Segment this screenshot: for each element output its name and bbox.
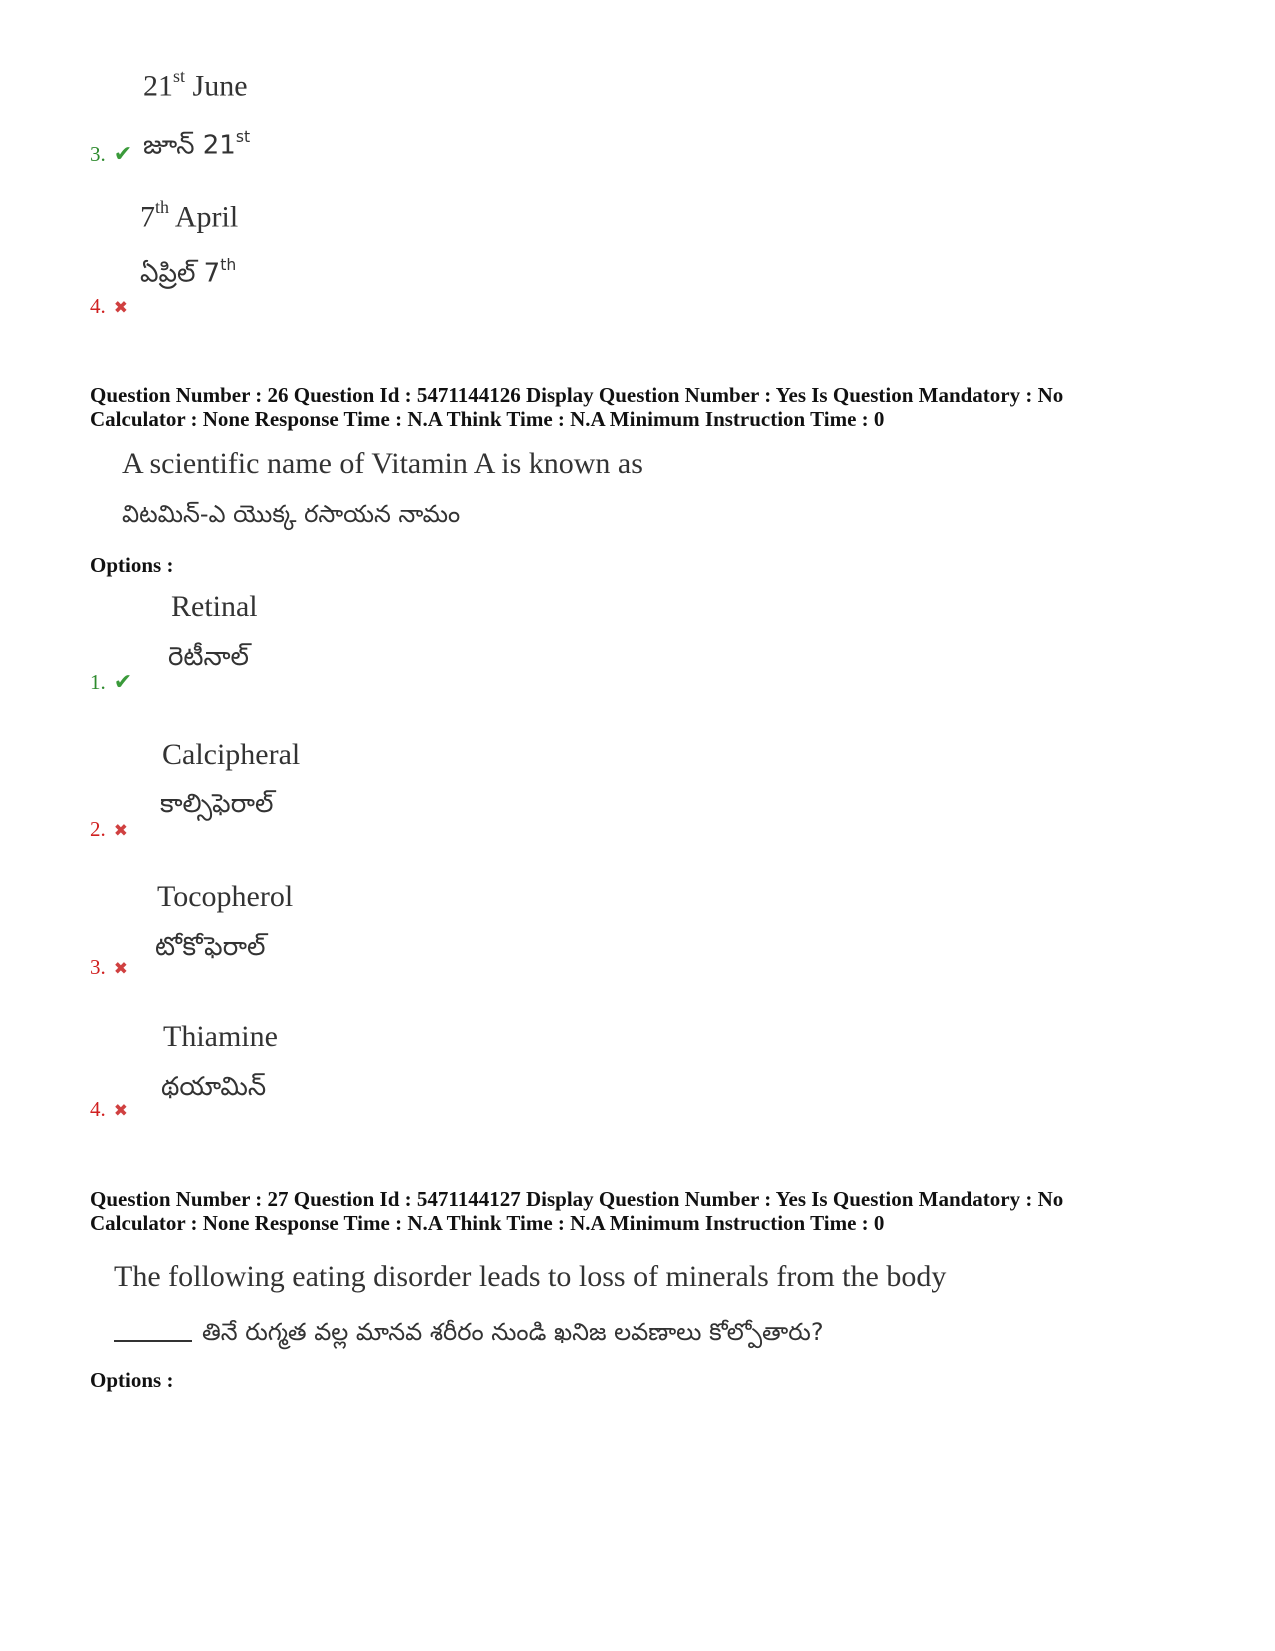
cross-icon: ✖ [113,1101,128,1121]
cross-icon: ✖ [113,959,128,979]
question-27-meta-line-2: Calculator : None Response Time : N.A Think Time : N.A Minimum Instruction Time : 0 [90,1211,885,1235]
option-number: 4. [90,294,106,318]
q26-option-2-telugu: కాల్సిఫెరాల్ [160,789,274,819]
check-icon: ✔ [113,142,133,167]
q26-option-1-marker [90,670,132,695]
question-27-text-telugu: తినే రుగ్మత వల్ల మానవ శరీరం నుండి ఖనిజ లవణాలు కోల్పోతారు? [114,1318,824,1352]
q26-option-3-english: Tocopherol [157,880,294,913]
option-number: 1. [90,670,106,694]
option-3-telugu: జూన్ 21st [143,128,251,161]
option-number: 2. [90,817,106,841]
option-4-english: 7th April [140,197,239,234]
q26-option-3-marker [90,955,128,980]
option-4-telugu: ఏప్రిల్ 7th [140,256,237,289]
q26-option-4-telugu: థయామిన్ [161,1072,267,1102]
question-26-options-label: Options : [90,553,174,577]
question-26-text-english: A scientific name of Vitamin A is known as [122,447,643,480]
question-26-meta-line-1: Question Number : 26 Question Id : 5471144126 Display Question Number : Yes Is Question Mandatory : No [90,383,1064,407]
option-3-english: 21st June [143,66,248,103]
q26-option-3-telugu: టోకోఫెరాల్ [155,932,266,962]
q26-option-2-english: Calcipheral [162,738,301,771]
option-number: 4. [90,1097,106,1121]
q26-option-1-english: Retinal [171,590,258,623]
question-27-text-english: The following eating disorder leads to loss of minerals from the body [114,1260,947,1293]
question-27-options-label: Options : [90,1368,174,1392]
q26-option-4-english: Thiamine [163,1020,278,1053]
answer-blank [114,1340,192,1342]
q26-option-1-telugu: రెటీనాల్ [168,642,249,672]
option-number: 3. [90,955,106,979]
option-4-marker [90,294,128,319]
q26-option-4-marker [90,1097,128,1122]
q26-option-2-marker [90,817,128,842]
check-icon: ✔ [113,670,133,695]
question-26-text-telugu: విటమిన్-ఎ యొక్క రసాయన నామం [122,500,461,528]
question-27-meta-line-1: Question Number : 27 Question Id : 5471144127 Display Question Number : Yes Is Question Mandatory : No [90,1187,1064,1211]
cross-icon: ✖ [113,821,128,841]
option-3-marker [90,142,132,167]
option-number: 3. [90,142,106,166]
cross-icon: ✖ [113,298,128,318]
question-26-meta-line-2: Calculator : None Response Time : N.A Think Time : N.A Minimum Instruction Time : 0 [90,407,885,431]
